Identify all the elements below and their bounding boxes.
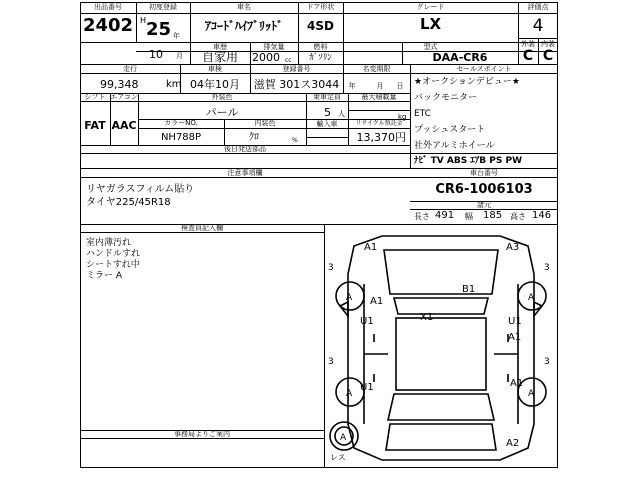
inspection-date: 04年10月 — [190, 78, 240, 91]
fuel-label: 燃料 — [313, 43, 328, 51]
door-type: 4SD — [307, 19, 334, 33]
width: 185 — [483, 210, 503, 221]
sales-point-2: バックモニター — [414, 93, 478, 103]
mark-fender-left: A1 — [370, 296, 384, 307]
mark-wheel-fl: A — [346, 293, 353, 303]
mark-wheel-rl: A — [346, 389, 353, 399]
interior-color-label: 内装色 — [254, 119, 276, 127]
model-code: DAA-CR6 — [432, 51, 488, 64]
color-no-label: カラーNO. — [164, 119, 198, 127]
month-unit: 月 — [176, 52, 183, 60]
inspector-note-3: シートすれ中 — [86, 260, 140, 270]
height-label: 高さ — [510, 212, 526, 221]
model-label: 型式 — [423, 43, 438, 51]
grade: LX — [419, 15, 442, 33]
dims-label: 諸元 — [477, 201, 491, 209]
mark-front-left: A1 — [364, 242, 378, 253]
equipment-list: ﾅﾋﾞ TV ABS ｴｱB PS PW — [414, 156, 523, 166]
mark-side-right-top: 3 — [544, 263, 550, 273]
color-label: 外装色 — [211, 93, 233, 101]
sales-point-5: 社外アルミホイール — [414, 141, 495, 151]
usage-label: 車歴 — [213, 43, 227, 51]
era: H — [140, 16, 147, 25]
first-reg-label: 初度登録 — [149, 3, 177, 11]
ac-label: エアコン — [110, 93, 138, 101]
score: 4 — [532, 16, 544, 36]
shift-label: シフト — [84, 93, 106, 101]
tax-label: リサイクル預託金 — [355, 120, 403, 127]
displacement: 2000 — [252, 51, 280, 64]
notes-label: 注意事項欄 — [227, 169, 263, 177]
percent-sign: % — [292, 137, 298, 144]
load-label: 最大積載量 — [361, 93, 397, 101]
length-label: 長さ — [414, 212, 430, 221]
capacity-unit: 人 — [338, 110, 345, 118]
mark-door-left: U1 — [360, 316, 374, 327]
name-change-year: 年 — [348, 82, 356, 90]
grade-label: グレード — [416, 3, 445, 11]
mark-door-right-a: A1 — [508, 332, 522, 343]
displacement-label: 排気量 — [263, 43, 285, 51]
inspector-note-1: 室内薄汚れ — [86, 238, 132, 248]
name-change-day: 日 — [396, 82, 404, 90]
name-change-month: 月 — [376, 82, 384, 90]
car-name-label: 車名 — [237, 3, 251, 11]
length: 491 — [435, 210, 455, 221]
roof — [396, 318, 486, 390]
reg-year: 25 — [146, 19, 172, 40]
name-change-label: 名変期限 — [362, 65, 391, 73]
displacement-unit: cc — [285, 57, 292, 64]
office-label: 事務局よりご案内 — [174, 430, 230, 438]
recycle-fee: 13,370円 — [356, 131, 406, 144]
frame-label: 車台番号 — [470, 169, 498, 177]
shift: FAT — [84, 119, 106, 132]
lot-number: 2402 — [82, 15, 134, 36]
inspector-note-2: ハンドルすれ — [86, 249, 141, 259]
frame-number: CR6-1006103 — [435, 182, 533, 197]
mileage-unit: km — [166, 79, 182, 90]
reg-month: 10 — [149, 48, 163, 61]
mark-side-left-top: 3 — [328, 263, 334, 273]
mark-front-right: A3 — [506, 242, 520, 253]
mileage: 99,348 — [100, 78, 139, 91]
color-no: NH788P — [160, 132, 202, 143]
load-unit: kg — [398, 113, 407, 121]
interior-label: 内装 — [541, 40, 555, 48]
mark-reverse: レス — [330, 453, 346, 462]
mileage-label: 走行 — [123, 65, 137, 73]
car-diagram — [324, 224, 558, 468]
plate-label: 登録番号 — [282, 65, 311, 73]
exterior-grade: C — [522, 48, 534, 64]
lot-label: 出品番号 — [94, 3, 122, 11]
mark-hood: B1 — [462, 284, 476, 295]
mark-wheel-fr: A — [528, 293, 535, 303]
score-label: 評価点 — [527, 3, 549, 11]
sales-points-label: セールスポイント — [456, 65, 512, 73]
width-label: 幅 — [465, 212, 473, 221]
mark-spare: A — [340, 433, 347, 443]
mark-rear-door-left: U1 — [360, 382, 374, 393]
auction-sheet — [80, 0, 558, 470]
note-2: タイヤ225/45R18 — [86, 197, 171, 208]
import-label: 輸入車 — [316, 120, 338, 128]
inspector-note-4: ミラー A — [86, 271, 123, 281]
capacity-label: 乗車定員 — [313, 93, 341, 101]
body-color: パール — [205, 106, 239, 119]
mark-wheel-rr: A — [528, 389, 535, 399]
parts-label: 後日発送部品 — [224, 145, 266, 153]
sales-point-1: ★オークションデビュー★ — [414, 77, 520, 87]
capacity: 5 — [324, 106, 331, 119]
windshield — [384, 250, 498, 294]
interior-color: ｸﾛ — [249, 132, 259, 143]
height: 146 — [532, 210, 552, 221]
rear-window — [388, 394, 494, 420]
sales-point-4: プッシュスタート — [414, 125, 486, 135]
mark-door-right: U1 — [508, 316, 522, 327]
fuel: ｶﾞｿﾘﾝ — [309, 53, 332, 63]
interior-grade: C — [542, 48, 554, 64]
inspection-label: 車検 — [208, 65, 222, 73]
mark-side-left-bottom: 3 — [328, 357, 334, 367]
mark-bumper-rear: A2 — [506, 438, 520, 449]
note-1: リヤガラスフィルム貼り — [86, 184, 195, 195]
mark-rear-door-right: A1 — [510, 378, 524, 389]
usage: 自家用 — [201, 50, 238, 64]
car-name: ｱｺｰﾄﾞﾊｲﾌﾞﾘｯﾄﾞ — [204, 19, 283, 33]
door-label: ドア形状 — [306, 3, 335, 11]
sales-point-3: ETC — [414, 109, 431, 119]
plate-number: 滋賀 301ス3044 — [253, 78, 340, 91]
body-outline — [348, 236, 534, 460]
exterior-label: 外装 — [521, 40, 535, 48]
year-unit: 年 — [173, 32, 180, 40]
mark-side-right-bottom: 3 — [544, 357, 550, 367]
ac: AAC — [111, 119, 137, 132]
inspector-label: 検査員記入欄 — [181, 224, 223, 232]
mark-roof: X1 — [420, 312, 434, 323]
